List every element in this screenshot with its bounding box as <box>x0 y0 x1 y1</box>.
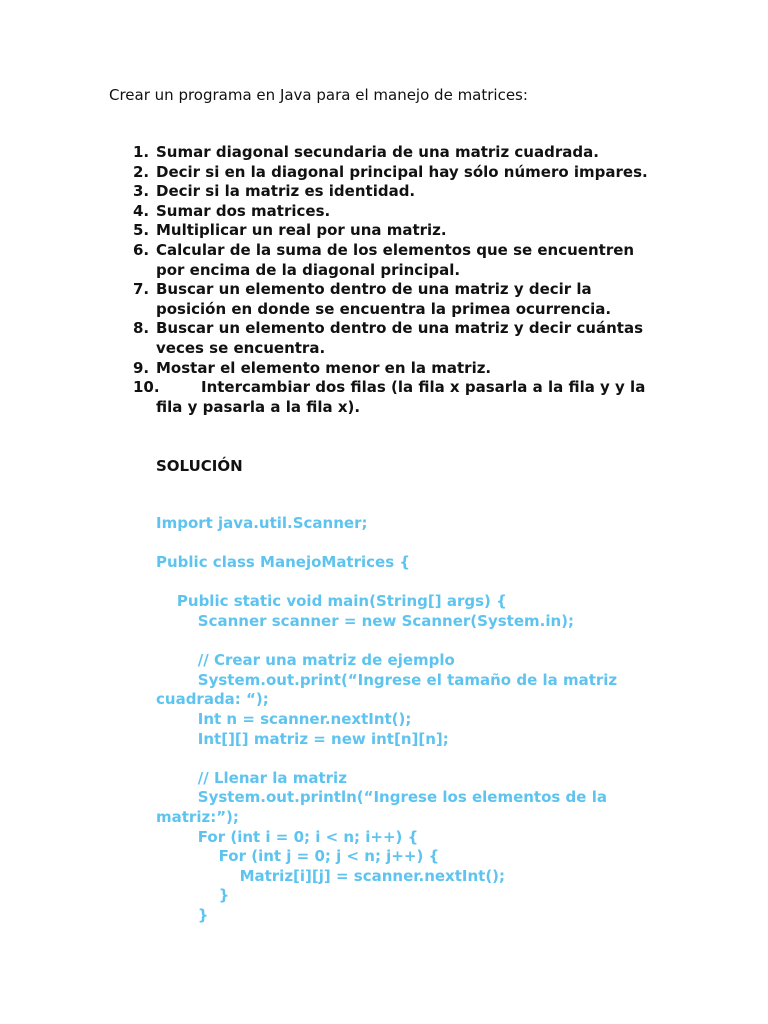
code-line <box>156 749 676 769</box>
code-line: For (int j = 0; j < n; j++) { <box>156 847 440 866</box>
code-line <box>156 632 676 652</box>
list-item-number: 5. <box>133 221 150 240</box>
code-line: Public class ManejoMatrices { <box>156 553 411 572</box>
solution-heading: SOLUCIÓN <box>156 457 243 475</box>
list-item <box>133 163 653 183</box>
list-item <box>133 359 653 379</box>
list-item-number: 1. <box>133 143 150 161</box>
code-line: Scanner scanner = new Scanner(System.in); <box>156 611 575 630</box>
list-item <box>133 280 653 319</box>
list-item-text: Intercambiar dos filas (la fila x pasarla a la fila y y la fila y pasarla a la fila x). <box>156 378 646 416</box>
task-list <box>133 143 653 417</box>
list-item-number: 3. <box>133 182 150 201</box>
code-line <box>156 573 676 593</box>
list-item <box>133 221 653 241</box>
code-line: System.out.print(“Ingrese el tamaño de la matriz <box>156 670 618 689</box>
list-item-number: 6. <box>133 240 150 259</box>
list-item-number: 10. <box>133 378 160 397</box>
code-line: Int n = scanner.nextInt(); <box>156 709 412 728</box>
code-line <box>156 534 676 554</box>
list-item-text: Decir si la matriz es identidad. <box>156 182 416 201</box>
list-item-number: 8. <box>133 319 150 338</box>
list-item-text: Buscar un elemento dentro de una matriz y decir cuántas veces se encuentra. <box>156 319 644 357</box>
code-line: matriz:”); <box>156 807 239 826</box>
code-line: // Llenar la matriz <box>156 768 347 787</box>
list-item-number: 2. <box>133 162 150 181</box>
list-item <box>133 143 653 163</box>
code-line: For (int i = 0; i < n; i++) { <box>156 827 419 846</box>
list-item-text: Buscar un elemento dentro de una matriz y decir la posición en donde se encuentra la primea ocurrencia. <box>156 280 612 318</box>
code-line: Public static void main(String[] args) { <box>156 592 507 611</box>
code-line: cuadrada: “); <box>156 690 269 709</box>
list-item-text: Sumar diagonal secundaria de una matriz cuadrada. <box>156 143 599 161</box>
list-item-text: Multiplicar un real por una matriz. <box>156 221 447 240</box>
list-item-text: Mostar el elemento menor en la matriz. <box>156 358 492 377</box>
list-item-number: 9. <box>133 358 150 377</box>
code-block <box>156 514 676 925</box>
code-line: // Crear una matriz de ejemplo <box>156 651 455 670</box>
code-line: Import java.util.Scanner; <box>156 514 368 532</box>
list-item <box>133 241 653 280</box>
code-line: Int[][] matriz = new int[n][n]; <box>156 729 449 748</box>
code-line: } <box>156 886 230 905</box>
code-line: } <box>156 905 209 924</box>
list-item <box>133 378 653 417</box>
code-line: System.out.println(“Ingrese los elementos de la <box>156 788 607 807</box>
list-item-number: 7. <box>133 280 150 299</box>
list-item-text: Calcular de la suma de los elementos que se encuentren por encima de la diagonal principal. <box>156 240 635 279</box>
document-title: Crear un programa en Java para el manejo de matrices: <box>109 86 528 104</box>
list-item-text: Decir si en la diagonal principal hay sólo número impares. <box>156 162 648 181</box>
list-item-text: Sumar dos matrices. <box>156 201 331 220</box>
code-line: Matriz[i][j] = scanner.nextInt(); <box>156 866 506 885</box>
list-item <box>133 202 653 222</box>
list-item-number: 4. <box>133 201 150 220</box>
list-item <box>133 182 653 202</box>
list-item <box>133 319 653 358</box>
